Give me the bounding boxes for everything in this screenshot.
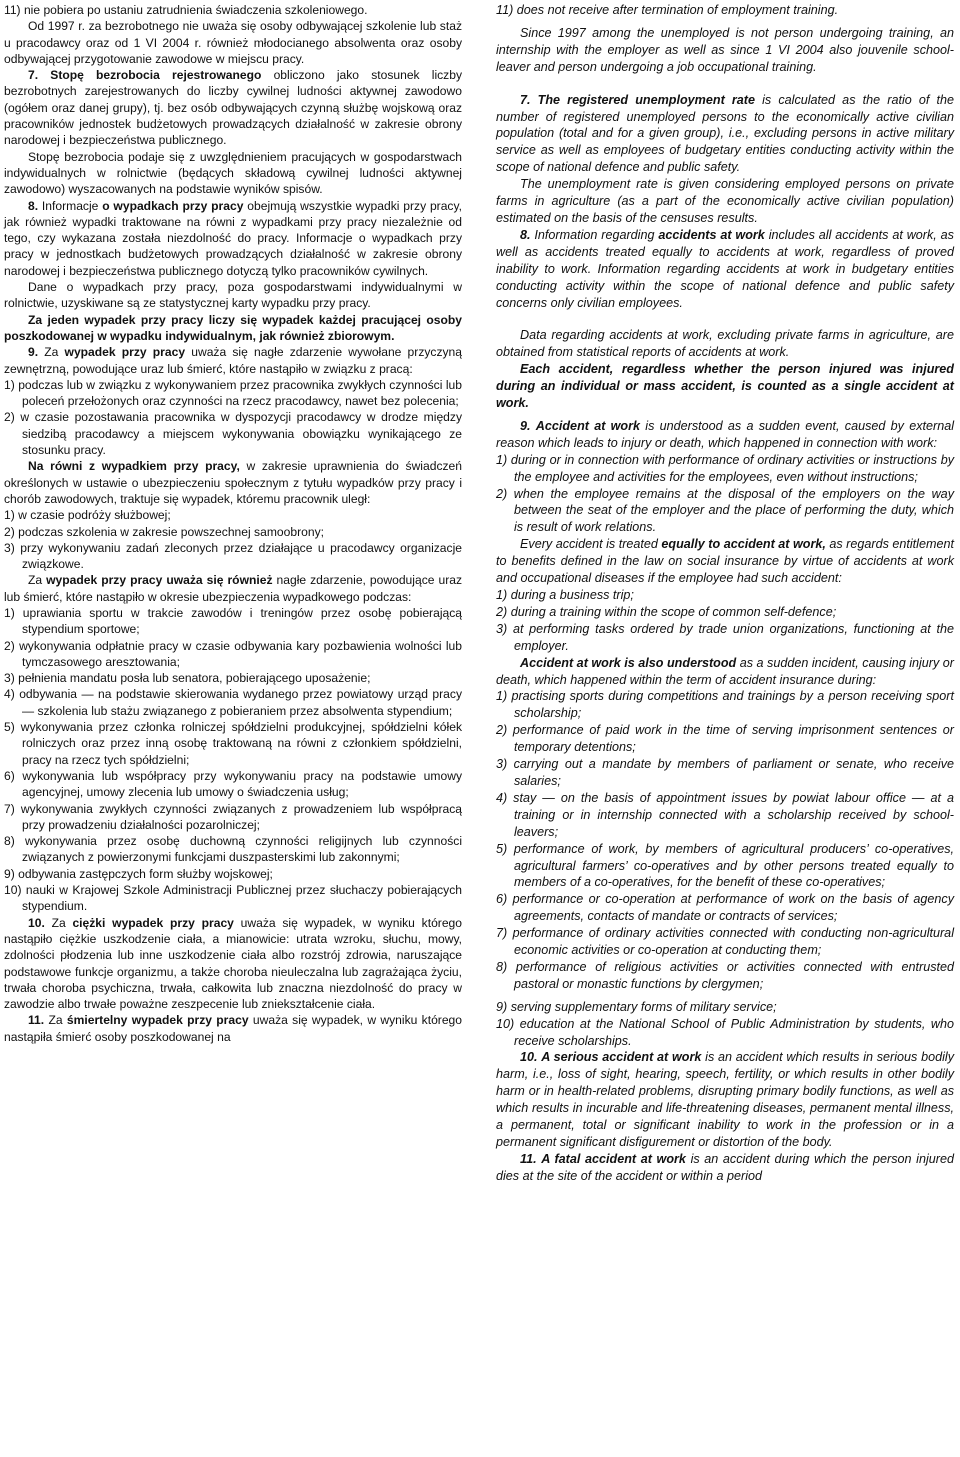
list-item: 1) podczas lub w związku z wykonywaniem przez pracownika zwykłych czynności lub poleceń przełożonych oraz czynności na rzecz pracodawcy, nawet bez polecenia;: [4, 377, 462, 409]
list-item: 8) wykonywania przez osobę duchowną czynności religijnych lub czynności związanych z powierzonymi funkcjami duszpasterskimi lub zakonnymi;: [4, 834, 462, 865]
list-item: 2) during a training within the scope of common self-defence;: [496, 604, 837, 619]
en-section-10-text: is an accident which results in serious bodily harm, i.e., loss of sight, hearing, speech, fertility, or which results in other bodily harm or in health-related problems, disrupting primary bodily functions, as well as which results in incurable and life-threatening diseases, permanent mental illness, a permanent, total or significant inability to work in the profession or in a permanent significant disfigurement or distortion of the body.: [496, 1050, 955, 1149]
pl-section-9: [4, 344, 462, 377]
list-item: 10) education at the National School of Public Administration by students, who receive scholarships.: [496, 1016, 954, 1048]
en-section-8: [496, 227, 954, 312]
pl-section-9-text: uważa się nagłe zdarzenie wywołane przyczyną zewnętrzną, powodujące uraz lub śmierć, które nastąpiło w związku z pracą:: [4, 345, 463, 376]
list-item: 5) wykonywania przez członka rolniczej spółdzielni produkcyjnej, spółdzielni kółek rolniczych oraz przez inną osobę traktowaną na równi z członkiem spółdzielni, pracy na rzecz tych spółdzielni;: [4, 720, 462, 767]
pl-section-10-term: ciężki wypadek przy pracy: [72, 915, 234, 930]
english-column: [496, 2, 954, 1185]
en-section-9-term: Accident at work: [535, 418, 641, 433]
list-item: 9) odbywania zastępczych form służby wojskowej;: [4, 866, 273, 881]
en-section-7: [496, 92, 954, 177]
pl-section-10: [4, 915, 462, 1013]
en-section-9-equal: [496, 536, 954, 587]
en-section-10-number: 10.: [520, 1050, 538, 1065]
pl-section-10-number: 10.: [28, 915, 45, 930]
polish-column: [4, 2, 462, 1045]
pl-section-7-term: Stopę bezrobocia rejestrowanego: [50, 68, 262, 83]
en-section-9: [496, 418, 954, 452]
pl-section-11: [4, 1012, 462, 1045]
en-section-9-equal-text: as regards entitlement to benefits defined in the law on social insurance by virtue of accidents at work and occupational diseases if the employee had such accident:: [496, 537, 954, 586]
pl-section-7-text: obliczono jako stosunek liczby bezrobotnych zarejestrowanych do liczby cywilnej ludności aktywnej zawodowo (ogółem oraz danej grupy), tj. bez osób odbywających czynną służbę wojskową oraz pracowników jednostek budżetowych prowadzących działalność w zakresie obrony narodowej i bezpieczeństwa publicznego.: [4, 68, 462, 148]
list-item: 1) w czasie podróży służbowej;: [4, 508, 171, 523]
pl-section-9-number: 9.: [28, 345, 39, 360]
pl-section-8: [4, 198, 462, 279]
list-item: 2) wykonywania odpłatnie pracy w czasie odbywania kary pozbawienia wolności lub tymczasowego aresztowania;: [4, 638, 462, 669]
pl-section-11-text: uważa się wypadek, w wyniku którego nastąpiła śmierć osoby poszkodowanej na: [4, 1013, 462, 1044]
list-item: 6) wykonywania lub współpracy przy wykonywaniu pracy na podstawie umowy agencyjnej, umowy zlecenia lub umowy o świadczenia usług;: [4, 768, 462, 800]
pl-item-11: 11) nie pobiera po ustaniu zatrudnienia świadczenia szkoleniowego.: [4, 3, 368, 17]
list-item: 1) during a business trip;: [496, 588, 634, 602]
en-section-10-term: A serious accident at work: [541, 1050, 702, 1065]
list-item: 2) when the employee remains at the disposal of the employers on the way between the seat of the employer and the place of performing the duty, which is result of work relations.: [496, 486, 954, 535]
en-section-9-text: is understood as a sudden event, caused by external reason which leads to injury or death, which happened in connection with work:: [496, 418, 955, 450]
en-section-7-term: The registered unemployment rate: [537, 92, 755, 107]
pl-section-9-equal-term: Na równi z wypadkiem przy pracy,: [28, 459, 240, 474]
pl-section-8-number: 8.: [28, 198, 39, 213]
en-section-11-text: is an accident during which the person injured dies at the site of the accident or within a period: [496, 1151, 954, 1183]
en-item-11: 11) does not receive after termination of employment training.: [496, 3, 839, 17]
list-item: 6) performance or co-operation at performance of work on the basis of agency agreements, contacts of mandate or contracts of services;: [496, 892, 954, 924]
en-section-8-term: accidents at work: [658, 227, 765, 242]
spacer: [496, 311, 954, 327]
pl-section-7: [4, 67, 462, 148]
list-item: 4) stay — on the basis of appointment issues by powiat labour office — at a training or in internship connected with a scholarship received by school-leavers;: [496, 790, 954, 839]
en-section-8-text: includes all accidents at work, as well as accidents treated equally to accidents at work, regardless of proved inability to work. Information regarding accidents at work in budgetary entities conducting activity within the scope of national defence and public safety concerns only civilian employees.: [496, 227, 954, 310]
en-section-11-number: 11.: [520, 1151, 537, 1166]
pl-section-10-lead: Za: [44, 915, 73, 930]
list-item: 3) pełnienia mandatu posła lub senatora, pobierającego uposażenie;: [4, 671, 371, 686]
pl-section-8-lead: Informacje: [38, 198, 103, 213]
en-section-7-para-2: The unemployment rate is given considering employed persons on private farms in agriculture (as a part of the economically active civilian population) estimated on the basis of the censuses results.: [496, 177, 954, 225]
en-section-9-number: 9.: [520, 418, 531, 433]
en-section-11: [496, 1151, 954, 1185]
list-item: 2) podczas szkolenia w zakresie powszechnej samoobrony;: [4, 524, 324, 539]
list-item: 5) performance of work, by members of agricultural producers’ co-operatives, agricultural farmers’ co-operatives and by other persons treated equally to members of a co-operatives, for the benefit of these co-operatives;: [496, 841, 954, 890]
pl-section-10-text: uważa się wypadek, w wyniku którego nastąpiło ciężkie uszkodzenie ciała, a mianowicie: utrata wzroku, słuchu, mowy, zdolności płodzenia lub inne uszkodzenie ciała albo rozstrój zdrowia, naruszające podstawowe funkcje organizmu, a także choroba nieuleczalna lub zagrażająca życiu, trwała choroba psychiczna, trwała, całkowita lub znaczna niezdolność do pracy w zawodzie albo trwałe poważne zeszpecenie lub zniekształcenie ciała.: [4, 915, 463, 1012]
list-item: 8) performance of religious activities or activities connected with entrusted pastoral or monastic functions by clergymen;: [496, 959, 954, 991]
en-section-10: [496, 1049, 954, 1150]
en-section-8-para-2: Data regarding accidents at work, excluding private farms in agriculture, are obtained from statistical reports of accidents at work.: [496, 328, 954, 360]
pl-section-9-equal: [4, 458, 462, 507]
en-section-9-also-text: as a sudden incident, causing injury or death, which happened within the term of accident insurance during:: [496, 655, 954, 687]
list-item: 2) performance of paid work in the time of serving imprisonment sentences or temporary detentions;: [496, 723, 954, 755]
pl-section-11-lead: Za: [44, 1013, 67, 1028]
en-section-9-also-term: Accident at work is also understood: [520, 655, 737, 670]
list-item: 1) practising sports during competitions and trainings by a person receiving sport scholarship;: [496, 689, 954, 721]
en-section-11-term: A fatal accident at work: [541, 1151, 686, 1166]
en-section-9-also: [496, 655, 954, 689]
list-item: 7) wykonywania zwykłych czynności związanych z prowadzeniem lub współpracą przy prowadzeniu działalności pozarolniczej;: [4, 801, 462, 832]
pl-section-9-term: wypadek przy pracy: [64, 345, 186, 360]
en-para-1997: Since 1997 among the unemployed is not person undergoing training, an internship with the employer as well as since 1 VI 2004 also jouvenile school-leaver and person undergoing a job occupational training.: [496, 25, 954, 74]
list-item: 7) performance of ordinary activities connected with conducting non-agricultural economic activities or co-operation at conducting them;: [496, 926, 954, 958]
en-section-8-para-3: Each accident, regardless whether the person injured was injured during an individual or mass accident, is counted as a single accident at work.: [496, 362, 954, 411]
list-item: 3) carrying out a mandate by members of parliament or senate, who receive salaries;: [496, 757, 954, 788]
pl-section-9-lead: Za: [38, 345, 65, 360]
en-section-8-lead: Information regarding: [530, 227, 659, 242]
pl-section-11-number: 11.: [28, 1013, 45, 1028]
pl-section-9-also-term: wypadek przy pracy uważa się również: [46, 573, 273, 588]
list-item: 2) w czasie pozostawania pracownika w dyspozycji pracodawcy w drodze między siedzibą pracodawcy a miejscem wykonywania obowiązku wynikającego ze stosunku pracy.: [4, 410, 462, 458]
list-item: 1) during or in connection with performance of ordinary activities or instructions by the employee and activities for the employees, even without instructions;: [496, 452, 954, 484]
pl-section-11-term: śmiertelny wypadek przy pracy: [66, 1013, 249, 1028]
en-section-7-text: is calculated as the ratio of the number of registered unemployed persons to the economically active civilian population (total and for a given group), i.e., excluding persons in active military service as well as employees of budgetary entities conducting activity within the scope of national defence and public safety.: [496, 92, 955, 175]
spacer: [496, 76, 954, 92]
list-item: 3) at performing tasks ordered by trade union organizations, functioning at the employer.: [496, 621, 954, 653]
pl-section-8-term: o wypadkach przy pracy: [102, 198, 244, 213]
en-section-7-number: 7.: [520, 92, 531, 107]
list-item: 9) serving supplementary forms of military service;: [496, 999, 777, 1014]
pl-section-9-also: [4, 572, 462, 605]
en-section-9-equal-term: equally to accident at work,: [661, 537, 826, 552]
pl-section-8-para-2: Dane o wypadkach przy pracy, poza gospodarstwami indywidualnymi w rolnictwie, uzyskiwane są ze statystycznej karty wypadku przy pracy.: [4, 280, 462, 311]
pl-section-9-also-lead: Za: [28, 573, 47, 588]
en-section-8-number: 8.: [520, 227, 531, 242]
pl-para-1997: Od 1997 r. za bezrobotnego nie uważa się osoby odbywającej szkolenie lub staż u pracodawcy oraz od 1 VI 2004 r. również młodocianego absolwenta oraz osoby odbywającej przygotowanie zawodowe w miejscu pracy.: [4, 19, 462, 66]
pl-section-8-text: obejmują wszystkie wypadki przy pracy, jak również wypadki traktowane na równi z wypadkami przy pracy niezależnie od tego, czy wykazana została niezdolność do pracy. Informacje o wypadkach przy pracy w jednostkach budżetowych prowadzących działalność w zakresie obrony narodowej i bezpieczeństwa publicznego dotyczą tylko pracowników cywilnych.: [4, 198, 462, 278]
list-item: 1) uprawiania sportu w trakcie zawodów i treningów przez osobę pobierającą stypendium sportowe;: [4, 605, 462, 637]
pl-section-7-para-2: Stopę bezrobocia podaje się z uwzględnieniem pracujących w gospodarstwach indywidualnych w rolnictwie (będących składową cywilnej ludności aktywnej zawodowo) wyszacowanych na podstawie wyników spisów.: [4, 149, 462, 197]
list-item: 10) nauki w Krajowej Szkole Administracji Publicznej przez słuchaczy pobierających stypendium.: [4, 883, 462, 914]
pl-section-8-para-3: Za jeden wypadek przy pracy liczy się wypadek każdej pracującej osoby poszkodowanej w wypadku indywidualnym, jak również zbiorowym.: [4, 312, 462, 343]
pl-section-7-number: 7.: [28, 68, 39, 83]
list-item: 4) odbywania — na podstawie skierowania wydanego przez powiatowy urząd pracy — szkolenia lub stażu związanego z pobieraniem przez absolwenta stypendium;: [4, 687, 462, 718]
pl-section-9-also-text: nagłe zdarzenie, powodujące uraz lub śmierć, które nastąpiło w okresie ubezpieczenia wypadkowego podczas:: [4, 573, 463, 604]
pl-section-9-equal-text: w zakresie uprawnienia do świadczeń określonych w ustawie o ubezpieczeniu społecznym z tytułu wypadków przy pracy i chorób zawodowych, traktuje się wypadek, któremu pracownik uległ:: [4, 459, 462, 506]
list-item: 3) przy wykonywaniu zadań zleconych przez działające u pracodawcy organizacje związkowe.: [4, 540, 462, 572]
en-section-9-equal-lead: Every accident is treated: [520, 537, 662, 552]
